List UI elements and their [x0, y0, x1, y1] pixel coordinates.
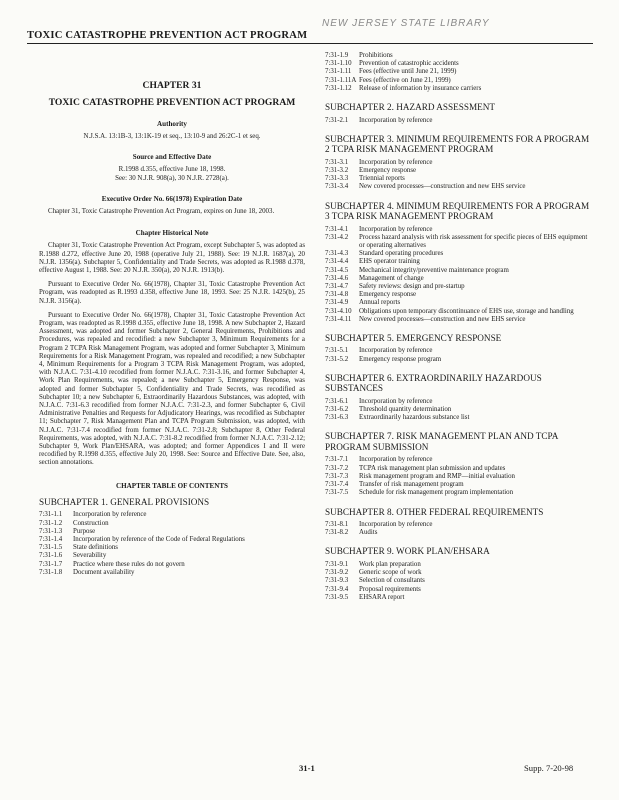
section-number: 7:31-9.2	[325, 569, 349, 577]
section-title: Incorporation by reference	[359, 397, 433, 405]
toc-entry	[39, 544, 305, 552]
section-title: Transfer of risk management program	[359, 481, 464, 489]
toc-entry	[325, 167, 593, 175]
section-title: EHSARA report	[359, 593, 405, 601]
section-number: 7:31-1.10	[325, 60, 352, 68]
section-title: Standard operating procedures	[359, 250, 444, 258]
toc-entry	[39, 528, 305, 536]
toc-entry	[325, 569, 593, 577]
section-number: 7:31-4.2	[325, 233, 349, 241]
toc-entry	[325, 577, 593, 585]
section-title: New covered processes—construction and new EHS service	[359, 183, 526, 191]
history-heading: Chapter Historical Note	[135, 229, 209, 238]
section-title: Incorporation by reference	[359, 347, 433, 355]
section-title: Practice where these rules do not govern	[73, 560, 185, 568]
section-number: 7:31-9.5	[325, 593, 349, 601]
section-number: 7:31-1.9	[325, 52, 349, 59]
section-title: Severability	[73, 552, 107, 560]
subchapter-heading: SUBCHAPTER 9. WORK PLAN/EHSARA	[325, 546, 490, 557]
toc-entry	[325, 316, 593, 324]
section-title: Work plan preparation	[359, 560, 421, 568]
running-header: TOXIC CATASTROPHE PREVENTION ACT PROGRAM	[27, 30, 308, 41]
toc-entry	[325, 594, 593, 602]
page-number: 31-1	[299, 763, 315, 773]
section-number: 7:31-4.11	[325, 315, 352, 323]
library-stamp: NEW JERSEY STATE LIBRARY	[322, 18, 490, 29]
section-title: Prohibitions	[359, 52, 393, 59]
section-number: 7:31-4.1	[325, 225, 349, 233]
toc-entry	[325, 586, 593, 594]
section-number: 7:31-1.8	[39, 568, 63, 576]
section-number: 7:31-1.6	[39, 552, 63, 560]
toc-entry	[325, 117, 593, 125]
authority-heading: Authority	[157, 119, 187, 128]
section-title: Risk management program and RMP—initial evaluation	[359, 472, 515, 480]
section-title: Obligations upon temporary discontinuance of EHS use, storage and handling	[359, 307, 574, 315]
source-line-1: R.1998 d.355, effective June 18, 1998.	[118, 166, 226, 174]
toc-entry	[325, 414, 593, 422]
subchapter-heading: SUBCHAPTER 5. EMERGENCY RESPONSE	[325, 332, 502, 343]
toc-entry	[325, 481, 593, 489]
section-title: Fees (effective on June 21, 1999)	[359, 76, 451, 84]
section-number: 7:31-7.4	[325, 481, 349, 489]
section-number: 7:31-1.11	[325, 68, 352, 76]
section-title: Selection of consultants	[359, 577, 425, 585]
section-number: 7:31-7.2	[325, 464, 349, 472]
toc-entry	[325, 159, 593, 167]
toc-entry	[325, 406, 593, 414]
toc-entry	[325, 275, 593, 283]
section-number: 7:31-3.2	[325, 166, 349, 174]
section-number: 7:31-4.8	[325, 291, 349, 299]
section-number: 7:31-4.9	[325, 299, 349, 307]
section-title: Emergency response	[359, 291, 417, 299]
toc-entry	[325, 60, 593, 68]
section-number: 7:31-6.2	[325, 406, 349, 414]
section-number: 7:31-1.5	[39, 544, 63, 552]
toc-entry	[39, 536, 305, 544]
section-number: 7:31-7.3	[325, 472, 349, 480]
toc-entry	[325, 283, 593, 291]
section-title: State definitions	[73, 544, 118, 552]
source-heading: Source and Effective Date	[132, 153, 212, 162]
subchapter-heading: SUBCHAPTER 4. MINIMUM REQUIREMENTS FOR A PROGRAM 3 TCPA RISK MANAGEMENT PROGRAM	[325, 200, 590, 222]
subchapter-heading: SUBCHAPTER 3. MINIMUM REQUIREMENTS FOR A PROGRAM 2 TCPA RISK MANAGEMENT PROGRAM	[325, 133, 590, 155]
toc-heading: CHAPTER TABLE OF CONTENTS	[115, 481, 228, 490]
section-number: 7:31-1.4	[39, 535, 63, 543]
toc-entry	[325, 258, 593, 266]
executive-order-text: Chapter 31, Toxic Catastrophe Prevention Act Program, expires on June 18, 2003.	[48, 207, 275, 215]
toc-entry	[325, 521, 593, 529]
section-title: Fees (effective until June 21, 1999)	[359, 68, 457, 76]
section-number: 7:31-6.3	[325, 414, 349, 422]
subchapter-heading: SUBCHAPTER 2. HAZARD ASSESSMENT	[325, 102, 495, 113]
section-title: Threshold quantity determination	[359, 406, 452, 414]
section-number: 7:31-8.2	[325, 529, 349, 537]
toc-entry	[325, 308, 593, 316]
subchapter-heading: SUBCHAPTER 1. GENERAL PROVISIONS	[39, 496, 210, 507]
section-title: Emergency response	[359, 166, 417, 174]
subchapter-heading: SUBCHAPTER 6. EXTRAORDINARILY HAZARDOUS SUBSTANCES	[325, 372, 542, 394]
section-number: 7:31-1.12	[325, 84, 352, 92]
history-paragraph: Pursuant to Executive Order No. 66(1978), Chapter 31, Toxic Catastrophe Prevention Act Program, was readopted as R.1993 d.358, effective June 18, 1993. See: 25 N.J.R. 1425(b), 25 N.J.R. 3156(a).	[39, 281, 305, 305]
section-number: 7:31-2.1	[325, 116, 349, 124]
toc-entry	[325, 85, 593, 93]
chapter-number: CHAPTER 31	[142, 80, 202, 91]
toc-entry	[325, 52, 593, 60]
toc-entry	[39, 552, 305, 560]
section-title: New covered processes—construction and new EHS service	[359, 315, 526, 323]
section-number: 7:31-5.1	[325, 347, 349, 355]
section-title: Prevention of catastrophic accidents	[359, 60, 459, 68]
section-title: Purpose	[73, 527, 96, 535]
section-number: 7:31-4.3	[325, 250, 349, 258]
toc-entry	[325, 68, 593, 76]
toc-entry	[325, 291, 593, 299]
section-title: Incorporation by reference	[359, 521, 433, 528]
section-number: 7:31-4.5	[325, 266, 349, 274]
history-paragraph: Pursuant to Executive Order No. 66(1978), Chapter 31, Toxic Catastrophe Prevention Act Program, was readopted as R.1998 d.355, effective June 18, 1998. A new Subchapter 2, Hazard Assessment, was adopted and former Subchapter 2, General Requirements, Prohibitions and Procedures, was repealed and recodified: a new Subchapter 3, Minimum Requirements for a Program 2 TCPA Risk Management Program, was adopted and former Subchapter 3, Minimum Requirements for a Risk Management Program, was repealed and recodified; a new Subchapter 4, Minimum Requirements for a Program 3 TCPA Risk Management Program, was adopted, with N.J.A.C. 7:31-4.10 recodified from former N.J.A.C. 7:31-3.16, and former Subchapter 4, Work Plan Requirements, was repealed; a new Subchapter 5, Emergency Response, was adopted and former Subchapter 5, Confidentiality and Trade Secrets, was recodified as Subchapter 10; a new Subchapter 6, Extraordinarily Hazardous Substances, was adopted, with N.J.A.C. 7:31-6.3 recodified from former N.J.A.C. 7:31-2.3, and former Subchapter 6, Civil Administrative Penalties and Requests for Adjudicatory Hearings, was recodified as Subchapter 11; Subchapter 7, Risk Management Plan and TCPA Program Submission, was adopted, with N.J.A.C. 7:31-7.4 recodified from former N.J.A.C. 7:31-2.8; Subchapter 8, Other Federal Requirements, was adopted, with N.J.A.C. 7:31-8.2 recodified from former N.J.A.C. 7:31-2.12; Subchapter 9, Work Plan/EHSARA, was adopted; and former Appendices I and II were recodified by R.1998 d.355, effective July 20, 1998. See: Source and Effective Date. See, also, section annotations.	[39, 311, 305, 467]
section-title: Generic scope of work	[359, 569, 422, 577]
section-title: Process hazard analysis with risk assessment for specific pieces of EHS equipment or operating alternatives	[359, 233, 588, 249]
toc-right-top	[325, 52, 593, 93]
section-number: 7:31-7.5	[325, 489, 349, 497]
section-number: 7:31-3.4	[325, 183, 349, 191]
section-title: Construction	[73, 519, 109, 527]
toc-entry	[325, 456, 593, 464]
toc-entry	[325, 299, 593, 307]
section-title: Safety reviews: design and pre-startup	[359, 282, 465, 290]
subchapter-heading: SUBCHAPTER 7. RISK MANAGEMENT PLAN AND TCPA PROGRAM SUBMISSION	[325, 431, 558, 452]
source-line-2: See: 30 N.J.R. 908(a), 30 N.J.R. 2728(a).	[115, 174, 229, 182]
section-number: 7:31-9.3	[325, 577, 349, 585]
toc-entry	[325, 234, 593, 250]
toc-entry	[325, 175, 593, 183]
right-column	[325, 52, 593, 602]
toc-entry	[325, 561, 593, 569]
section-title: Schedule for risk management program implementation	[359, 489, 514, 497]
section-title: Proposal requirements	[359, 585, 421, 593]
section-title: Annual reports	[359, 299, 401, 307]
toc-entry	[325, 183, 593, 191]
section-title: Audits	[359, 529, 378, 537]
section-title: Management of change	[359, 274, 424, 282]
section-title: Emergency response program	[359, 355, 442, 363]
section-number: 7:31-3.1	[325, 158, 349, 166]
history-paragraph: Chapter 31, Toxic Catastrophe Prevention Act Program, except Subchapter 5, was adopted as R.1988 d.272, effective June 20, 1988 (operative July 21, 1988). See: 19 N.J.R. 1687(a), 20 N.J.R. 1356(a). Subchapter 5, Confidentiality and Trade Secrets, was adopted as R.1988 d.378, effective August 1, 1988. See: 20 N.J.R. 350(a), 20 N.J.R. 1913(b).	[39, 242, 305, 274]
toc-entry	[325, 398, 593, 406]
subchapter-heading: SUBCHAPTER 8. OTHER FEDERAL REQUIREMENTS	[325, 506, 544, 517]
toc-entry	[325, 226, 593, 234]
section-title: Document availability	[73, 568, 135, 576]
toc-entry	[39, 569, 305, 577]
section-number: 7:31-7.1	[325, 456, 349, 464]
section-title: EHS operator training	[359, 258, 420, 266]
section-number: 7:31-8.1	[325, 521, 349, 528]
left-column	[39, 52, 305, 577]
toc-entry	[325, 473, 593, 481]
section-title: Incorporation by reference of the Code of Federal Regulations	[73, 535, 245, 543]
section-number: 7:31-1.1	[39, 511, 63, 519]
section-title: Incorporation by reference	[359, 158, 433, 166]
section-title: Incorporation by reference	[359, 116, 433, 124]
section-number: 7:31-4.4	[325, 258, 349, 266]
section-title: Mechanical integrity/preventive maintenance program	[359, 266, 509, 274]
chapter-title: TOXIC CATASTROPHE PREVENTION ACT PROGRAM	[48, 97, 296, 109]
toc-entry	[325, 465, 593, 473]
toc-entry	[325, 529, 593, 537]
section-number: 7:31-9.4	[325, 585, 349, 593]
section-number: 7:31-4.10	[325, 307, 352, 315]
toc-left	[39, 497, 305, 577]
section-number: 7:31-1.7	[39, 560, 63, 568]
toc-entry	[325, 267, 593, 275]
toc-entry	[39, 561, 305, 569]
header-rule	[27, 43, 593, 44]
toc-entry	[325, 356, 593, 364]
toc-entry	[39, 520, 305, 528]
section-title: TCPA risk management plan submission and updates	[359, 464, 506, 472]
section-number: 7:31-4.7	[325, 282, 349, 290]
toc-entry	[325, 77, 593, 85]
toc-entry	[325, 250, 593, 258]
section-title: Incorporation by reference	[359, 225, 433, 233]
toc-entry	[39, 511, 305, 519]
toc-entry	[325, 489, 593, 497]
section-title: Extraordinarily hazardous substance list	[359, 414, 470, 422]
authority-text: N.J.S.A. 13:1B-3, 13:1K-19 et seq., 13:10-9 and 26:2C-1 et seq.	[83, 132, 261, 140]
section-number: 7:31-6.1	[325, 397, 349, 405]
executive-order-heading: Executive Order No. 66(1978) Expiration Date	[101, 194, 243, 203]
supplement-date: Supp. 7-20-98	[524, 763, 574, 773]
section-title: Release of information by insurance carriers	[359, 84, 482, 92]
section-number: 7:31-4.6	[325, 274, 349, 282]
toc-right	[325, 102, 593, 602]
section-number: 7:31-3.3	[325, 175, 349, 183]
section-number: 7:31-1.11A	[325, 76, 357, 84]
section-number: 7:31-1.3	[39, 527, 63, 535]
history-paragraphs	[39, 242, 305, 467]
toc-entry	[325, 347, 593, 355]
section-title: Incorporation by reference	[73, 511, 147, 519]
section-number: 7:31-1.2	[39, 519, 63, 527]
section-title: Incorporation by reference	[359, 456, 433, 464]
section-title: Triennial reports	[359, 175, 405, 183]
section-number: 7:31-5.2	[325, 355, 349, 363]
section-number: 7:31-9.1	[325, 560, 349, 568]
